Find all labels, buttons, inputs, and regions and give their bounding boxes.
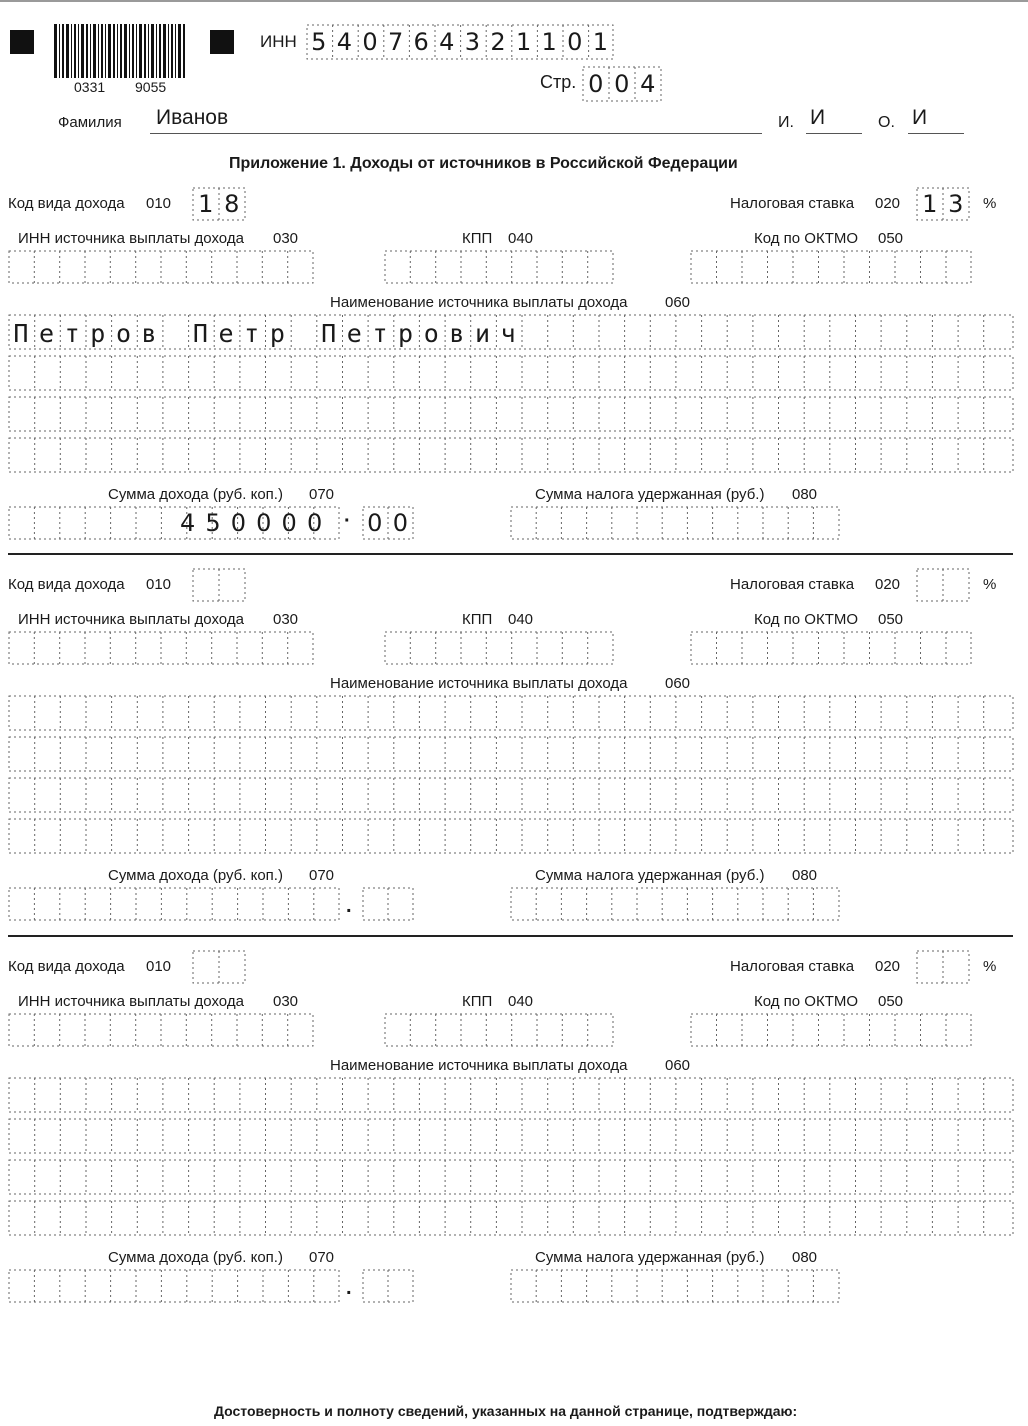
source-name-num: 060: [665, 1057, 691, 1074]
income-rub-char: 5: [205, 509, 221, 537]
tax-rate-label: Налоговая ставка: [730, 576, 855, 593]
initial-name-label: И.: [778, 114, 794, 131]
tax-rate-field[interactable]: [916, 187, 970, 221]
kpp-field[interactable]: [384, 631, 614, 665]
surname-label: Фамилия: [58, 114, 122, 131]
page-number-field: [582, 66, 662, 102]
tax-rate-label: Налоговая ставка: [730, 195, 855, 212]
inn-digit: 1: [592, 28, 609, 56]
source-inn-field[interactable]: [8, 250, 314, 284]
tax-withheld-num: 080: [792, 486, 818, 503]
income-sum-num: 070: [309, 486, 335, 503]
oktmo-label: Код по ОКТМО: [754, 611, 859, 628]
inn-digit: 0: [362, 28, 378, 56]
inn-digit: 6: [413, 28, 429, 56]
income-kop-char: 0: [392, 509, 409, 537]
source-name-field[interactable]: [8, 314, 1014, 474]
kpp-num: 040: [508, 611, 534, 628]
tax-rate-num: 020: [875, 195, 901, 212]
inn-label: ИНН: [260, 32, 297, 51]
income-sum-num: 070: [309, 1249, 335, 1266]
oktmo-num: 050: [878, 993, 904, 1010]
page-top-edge: [0, 0, 1028, 2]
corner-marker-right: [210, 30, 234, 54]
income-code-field[interactable]: [192, 568, 246, 602]
page-digit: 4: [640, 70, 656, 98]
income-rub-char: 4: [179, 509, 196, 537]
inn-digit: 4: [336, 28, 353, 56]
percent-sign: %: [983, 195, 997, 212]
barcode-number-right: 9055: [135, 79, 167, 95]
income-rub-char: 0: [306, 509, 323, 537]
income-rub-char: 0: [281, 509, 297, 537]
initial-name-value: И: [810, 106, 826, 129]
inn-digit: 5: [311, 28, 327, 56]
income-rub-char: 0: [230, 509, 247, 537]
income-code-field[interactable]: [192, 187, 246, 221]
income-code-digit: 8: [224, 190, 240, 218]
income-sum-field[interactable]: [8, 506, 414, 540]
inn-digit: 4: [439, 28, 455, 56]
source-name-char: р: [90, 319, 106, 348]
inn-digit: 2: [490, 28, 506, 56]
surname-value: Иванов: [156, 106, 229, 129]
oktmo-field[interactable]: [690, 1013, 972, 1047]
source-name-char: е: [346, 319, 362, 348]
surname-underline: [150, 133, 762, 134]
source-inn-label: ИНН источника выплаты дохода: [18, 993, 244, 1010]
kpp-label: КПП: [462, 993, 493, 1010]
initial-patronymic-label: О.: [878, 114, 895, 131]
block-separator: [8, 935, 1013, 937]
tax-withheld-field[interactable]: [510, 887, 840, 921]
source-inn-label: ИНН источника выплаты дохода: [18, 611, 244, 628]
initial-patronymic-underline: [908, 133, 964, 134]
source-name-char: т: [244, 319, 260, 348]
source-name-char: П: [321, 319, 337, 348]
tax-rate-label: Налоговая ставка: [730, 958, 855, 975]
tax-rate-field[interactable]: [916, 568, 970, 602]
initial-patronymic-value: И: [912, 106, 928, 129]
source-inn-label: ИНН источника выплаты дохода: [18, 230, 244, 247]
source-name-char: р: [269, 319, 285, 348]
income-code-label: Код вида дохода: [8, 958, 125, 975]
source-name-char: т: [64, 319, 80, 348]
oktmo-num: 050: [878, 611, 904, 628]
income-code-num: 010: [146, 195, 172, 212]
source-name-char: е: [38, 319, 55, 348]
percent-sign: %: [983, 576, 997, 593]
inn-digit: 3: [464, 28, 481, 56]
income-rub-char: 0: [256, 509, 272, 537]
income-code-num: 010: [146, 958, 172, 975]
tax-withheld-label: Сумма налога удержанная (руб.): [535, 867, 765, 884]
tax-withheld-num: 080: [792, 867, 818, 884]
income-sum-label: Сумма дохода (руб. коп.): [108, 1249, 283, 1266]
source-inn-num: 030: [273, 611, 299, 628]
source-name-char: о: [115, 319, 132, 348]
income-sum-field[interactable]: [8, 1269, 414, 1303]
income-code-label: Код вида дохода: [8, 195, 125, 212]
oktmo-label: Код по ОКТМО: [754, 993, 859, 1010]
income-block-2: [0, 571, 1028, 931]
source-name-label: Наименование источника выплаты дохода: [330, 294, 628, 311]
inn-digit: 7: [387, 28, 404, 56]
income-block-1: [0, 190, 1028, 550]
income-block-3: [0, 953, 1028, 1313]
page-digit: 0: [614, 70, 630, 98]
source-inn-num: 030: [273, 230, 299, 247]
percent-sign: %: [983, 958, 997, 975]
inn-field: [306, 24, 614, 60]
oktmo-num: 050: [878, 230, 904, 247]
source-name-field[interactable]: [8, 695, 1014, 855]
income-sum-label: Сумма дохода (руб. коп.): [108, 867, 283, 884]
tax-withheld-num: 080: [792, 1249, 818, 1266]
corner-marker-left: [10, 30, 34, 54]
oktmo-field[interactable]: [690, 631, 972, 665]
page-digit: 0: [588, 70, 604, 98]
source-name-num: 060: [665, 294, 691, 311]
source-name-char: и: [475, 319, 491, 348]
income-kop-char: 0: [367, 509, 383, 537]
source-name-label: Наименование источника выплаты дохода: [330, 1057, 628, 1074]
income-sum-cell-grid: [8, 1269, 414, 1303]
income-sum-num: 070: [309, 867, 335, 884]
tax-rate-num: 020: [875, 576, 901, 593]
source-name-char: о: [423, 319, 439, 348]
barcode-number-left: 0331: [74, 79, 106, 95]
source-name-char: П: [13, 319, 29, 348]
inn-digit: 1: [541, 28, 557, 56]
income-sum-label: Сумма дохода (руб. коп.): [108, 486, 283, 503]
source-name-label: Наименование источника выплаты дохода: [330, 675, 628, 692]
inn-digit: 1: [515, 28, 532, 56]
oktmo-field[interactable]: [690, 250, 972, 284]
source-name-num: 060: [665, 675, 691, 692]
decimal-dot: .: [346, 895, 352, 917]
footer-certification: Достоверность и полноту сведений, указанных на данной странице, подтверждаю:: [214, 1403, 798, 1419]
tax-rate-field[interactable]: [916, 950, 970, 984]
source-name-char: ч: [500, 319, 516, 348]
tax-withheld-label: Сумма налога удержанная (руб.): [535, 486, 765, 503]
income-code-label: Код вида дохода: [8, 576, 125, 593]
source-inn-num: 030: [273, 993, 299, 1010]
source-inn-field[interactable]: [8, 631, 314, 665]
tax-withheld-field[interactable]: [510, 1269, 840, 1303]
inn-digit: 0: [567, 28, 583, 56]
income-sum-field[interactable]: [8, 887, 414, 921]
source-name-char: т: [372, 319, 388, 348]
oktmo-label: Код по ОКТМО: [754, 230, 859, 247]
kpp-label: КПП: [462, 611, 493, 628]
decimal-dot: .: [346, 1277, 352, 1299]
decimal-dot: ·: [344, 510, 351, 532]
source-inn-field[interactable]: [8, 1013, 314, 1047]
barcode-graphic: [52, 24, 189, 80]
page-title: Приложение 1. Доходы от источников в Российской Федерации: [229, 155, 738, 172]
kpp-num: 040: [508, 230, 534, 247]
income-code-digit: 1: [198, 190, 214, 218]
kpp-field[interactable]: [384, 1013, 614, 1047]
kpp-field[interactable]: [384, 250, 614, 284]
tax-rate-num: 020: [875, 958, 901, 975]
kpp-num: 040: [508, 993, 534, 1010]
page-label: Стр.: [540, 72, 577, 92]
source-name-char: в: [449, 319, 465, 348]
tax-withheld-label: Сумма налога удержанная (руб.): [535, 1249, 765, 1266]
income-sum-cell-grid: [8, 887, 414, 921]
source-name-char: е: [218, 319, 234, 348]
source-name-field[interactable]: [8, 1077, 1014, 1237]
kpp-label: КПП: [462, 230, 493, 247]
income-code-num: 010: [146, 576, 172, 593]
tax-withheld-field[interactable]: [510, 506, 840, 540]
source-name-char: П: [192, 319, 208, 348]
tax-rate-digit: 3: [948, 190, 964, 218]
tax-rate-digit: 1: [922, 190, 938, 218]
income-code-field[interactable]: [192, 950, 246, 984]
source-name-char: в: [141, 319, 157, 348]
initial-name-underline: [806, 133, 862, 134]
block-separator: [8, 553, 1013, 555]
source-name-char: р: [398, 319, 414, 348]
